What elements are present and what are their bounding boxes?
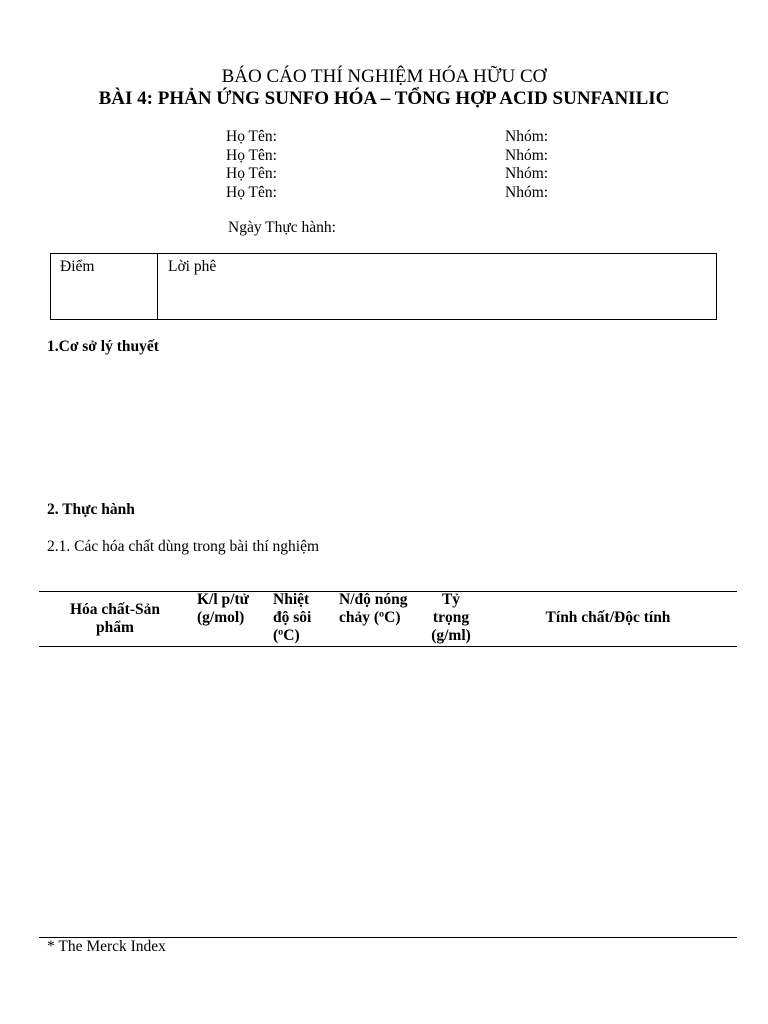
chemicals-subheading: 2.1. Các hóa chất dùng trong bài thí nghiệm [47, 538, 320, 555]
header-line: Nhiệt [273, 591, 310, 608]
header-line: phẩm [96, 619, 134, 636]
member-name-label: Họ Tên: [226, 165, 277, 182]
header-line: độ sôi [273, 609, 312, 626]
practice-heading: 2. Thực hành [47, 501, 135, 518]
header-line: trọng [432, 609, 470, 626]
header-line: (ºC) [273, 627, 300, 644]
score-cell: Điểm [51, 254, 158, 319]
header-line: Tính chất/Độc tính [545, 609, 671, 626]
col-header-density [425, 591, 477, 645]
member-name-label: Họ Tên: [226, 146, 277, 164]
table-header-rule [39, 646, 737, 647]
member-name-label: Họ Tên: [226, 128, 277, 145]
member-name-list [226, 128, 277, 202]
report-subtitle: BÀI 4: PHẢN ỨNG SUNFO HÓA – TỔNG HỢP ACID SUNFANILIC [98, 88, 670, 109]
footnote: * The Merck Index [47, 938, 166, 955]
col-header-properties [480, 609, 736, 627]
col-header-molar-mass [197, 591, 261, 627]
col-header-boiling-point [273, 591, 323, 645]
member-group-label: Nhóm: [505, 146, 549, 164]
comment-cell: Lời phê [168, 258, 217, 275]
header-line: (g/mol) [197, 609, 245, 626]
member-group-label: Nhóm: [505, 183, 549, 201]
col-header-chemical [60, 601, 170, 637]
theory-heading: 1.Cơ sở lý thuyết [47, 338, 159, 355]
member-group-list [505, 128, 548, 202]
practice-date-label: Ngày Thực hành: [228, 219, 336, 236]
header-line: chảy (ºC) [339, 609, 401, 626]
grading-box [50, 253, 717, 320]
header-line: N/độ nóng [339, 591, 408, 608]
report-title: BÁO CÁO THÍ NGHIỆM HÓA HỮU CƠ [221, 66, 547, 87]
member-name-label: Họ Tên: [226, 183, 277, 201]
header-line: K/l p/tử [197, 591, 249, 608]
col-header-melting-point [339, 591, 423, 627]
member-group-label: Nhóm: [505, 165, 549, 182]
header-line: (g/ml) [431, 627, 471, 644]
member-group-label: Nhóm: [505, 128, 549, 145]
header-line: Tỷ [441, 591, 461, 608]
header-line: Hóa chất-Sản [70, 601, 160, 618]
